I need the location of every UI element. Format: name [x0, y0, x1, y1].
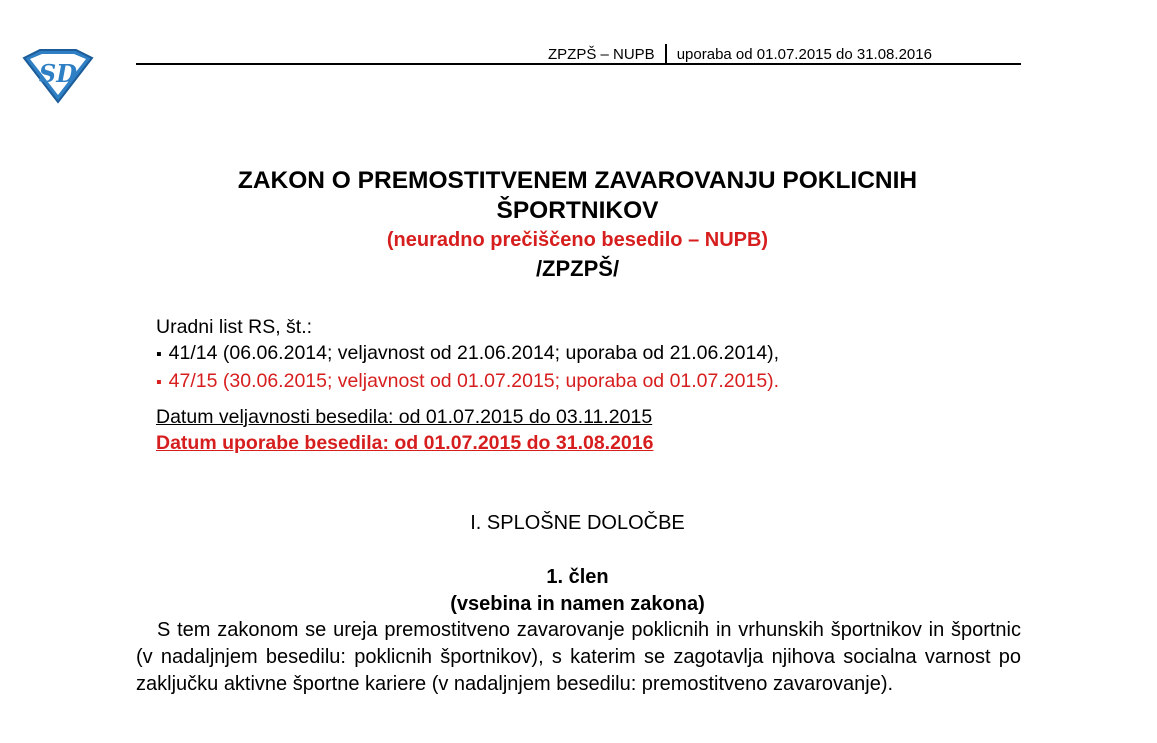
- article-number: 1. člen: [546, 566, 609, 588]
- document-title: [130, 166, 1025, 284]
- gazette-label: Uradni list RS, št.:: [156, 316, 313, 338]
- dates-block: [156, 404, 653, 456]
- gazette-item: ▪ 47/15 (30.06.2015; veljavnost od 01.07.2015; uporaba od 01.07.2015).: [156, 368, 779, 396]
- gazette-block: [156, 314, 779, 396]
- header-separator: [665, 44, 667, 64]
- header-usage: uporaba od 01.07.2015 do 31.08.2016: [676, 45, 932, 63]
- title-subtitle: (neuradno prečiščeno besedilo – NUPB): [386, 229, 769, 251]
- title-abbreviation: /ZPZPŠ/: [535, 256, 620, 281]
- header-rule: [136, 63, 1021, 65]
- gazette-item: ▪ 41/14 (06.06.2014; veljavnost od 21.06.2014; uporaba od 21.06.2014),: [156, 340, 779, 368]
- article-heading: (vsebina in namen zakona): [450, 593, 705, 615]
- title-line-1: ZAKON O PREMOSTITVENEM ZAVAROVANJU POKLICNIH: [237, 167, 918, 194]
- section-title: I. SPLOŠNE DOLOČBE: [470, 512, 685, 534]
- title-line-2: ŠPORTNIKOV: [496, 197, 659, 224]
- gazette-list: [156, 340, 779, 396]
- article-heading-block: [130, 564, 1025, 618]
- header-code: ZPZPŠ – NUPB: [548, 45, 655, 63]
- logo-text: SD: [38, 59, 78, 88]
- document-header: [548, 44, 932, 64]
- usage-date: Datum uporabe besedila: od 01.07.2015 do 31.08.2016: [156, 432, 654, 454]
- validity-date: Datum veljavnosti besedila: od 01.07.2015 do 03.11.2015: [156, 406, 653, 428]
- sd-logo-icon: [20, 46, 96, 104]
- article-text: S tem zakonom se ureja premostitveno zavarovanje poklicnih in vrhunskih športnikov in športnic (v nadaljnjem besedilu: poklicnih športnikov), s katerim se zagotavlja njihova socialna varnost po zaključku aktivne športne kariere (v nadaljnjem besedilu: premostitveno zavarovanje).: [136, 619, 1021, 695]
